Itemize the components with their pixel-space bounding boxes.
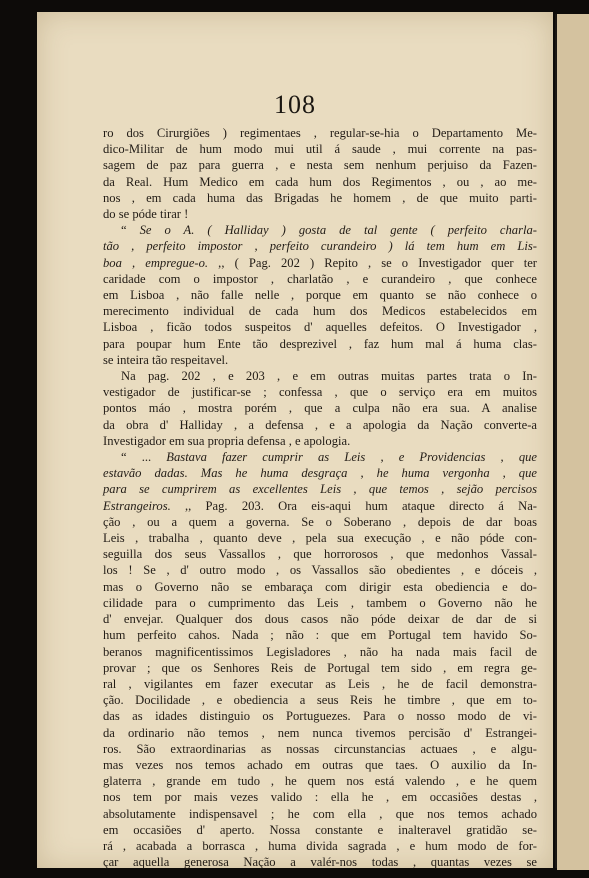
italic-quote-segment: Estrangeiros. — [103, 498, 185, 513]
text-segment: dico-Militar de hum modo mui util á saude , mui corrente na pas- — [103, 142, 537, 157]
text-segment: hum perfeito cahos. Nada ; não : que em Portugal tem havido So- — [103, 628, 537, 643]
text-line — [103, 773, 537, 789]
text-segment: ,, ( Pag. 202 ) Repito , se o Investigador quer ter — [218, 255, 538, 270]
text-line — [103, 676, 537, 692]
text-segment: Lisboa , ficão todos suspeitos d' aquelles defeitos. O Investigador , — [103, 320, 537, 335]
text-segment: merecimento individual de cada hum dos Medicos estabelecidos em — [103, 304, 537, 319]
text-line — [103, 692, 537, 708]
text-line — [103, 449, 537, 465]
text-line — [103, 546, 537, 562]
text-segment: nos , em cada huma das Brigadas he homem , de que muito parti- — [103, 190, 537, 205]
text-segment: pontos máo , mostra porém , que a culpa não era sua. A analise — [103, 401, 537, 416]
text-segment: para poupar hum Ente tão desprezivel , faz hum mal á huma clas- — [103, 336, 537, 351]
text-segment: vestigador de justificar-se ; confessa , que o serviço era em muitos — [103, 385, 537, 400]
text-segment: “ ... — [121, 450, 167, 465]
text-line — [103, 222, 537, 238]
text-segment: ros. São extraordinarias as nossas circunstancias actuaes , e algu- — [103, 741, 537, 756]
text-line — [103, 562, 537, 578]
text-segment: Na pag. 202 , e 203 , e em outras muitas partes trata o In- — [121, 369, 537, 384]
text-segment: absolutamente indispensavel ; he com ella , que nos temos achado — [103, 806, 537, 821]
text-segment: se inteira tão respeitavel. — [103, 352, 229, 367]
text-line — [103, 336, 537, 352]
text-segment: ção. Docilidade , e obediencia a seus Reis he timbre , que em to- — [103, 693, 537, 708]
text-segment: ,, Pag. 203. Ora eis-aqui hum ataque directo á Na- — [185, 498, 537, 513]
italic-quote-segment: tão , perfeito impostor , perfeito curandeiro ) lá tem hum em Lis- — [103, 239, 537, 254]
text-segment: mas vezes nos temos achado em outras que taes. O auxilio da In- — [103, 757, 537, 772]
text-line — [103, 287, 537, 303]
text-line — [103, 644, 537, 660]
text-segment: das as idades distinguio os Portuguezes. Para o nosso modo de vi- — [103, 709, 537, 724]
text-segment: d' envejar. Qualquer dos dous casos não póde deixar de dar de si — [103, 612, 537, 627]
text-segment: da Real. Hum Medico em cada hum dos Regimentos , ou , ao me- — [103, 174, 537, 189]
text-line — [103, 352, 537, 368]
text-segment: çar aquella generosa Nação a valér-nos todas , quantas vezes se — [103, 855, 537, 870]
text-segment: cilidade para o cumprimento das Leis , tambem o Governo não he — [103, 595, 537, 610]
text-line — [103, 822, 537, 838]
text-line — [103, 384, 537, 400]
next-page-edge — [555, 14, 589, 870]
text-line — [103, 806, 537, 822]
italic-quote-segment: Bastava fazer cumprir as Leis , e Providencias , que — [166, 450, 537, 465]
text-segment: ção , ou a quem a governa. Se o Soberano , depois de dar boas — [103, 514, 537, 529]
text-line — [103, 757, 537, 773]
text-line — [103, 400, 537, 416]
text-segment: do se póde tirar ! — [103, 207, 189, 222]
text-segment: ro dos Cirurgiões ) regimentaes , regular-se-hia o Departamento Me- — [103, 126, 537, 140]
italic-quote-segment: boa , empregue-o. — [103, 255, 219, 270]
text-line — [103, 465, 537, 481]
text-line — [103, 660, 537, 676]
text-line — [103, 498, 537, 514]
text-line — [103, 174, 537, 190]
text-segment: nos tem por mais vezes valido : ella he , em occasiões destas , — [103, 790, 537, 805]
text-line — [103, 206, 537, 222]
text-line — [103, 789, 537, 805]
body-text — [103, 125, 537, 870]
italic-quote-segment: estavão dadas. Mas he huma desgraça , he huma vergonha , que — [103, 466, 537, 481]
text-line — [103, 595, 537, 611]
text-line — [103, 838, 537, 854]
text-line — [103, 481, 537, 497]
text-line — [103, 303, 537, 319]
text-segment: sagem de paz para guerra , e nesta sem nenhum perjuiso da Fazen- — [103, 158, 537, 173]
text-line — [103, 190, 537, 206]
text-segment: glaterra , grande em tudo , he quem nos está valendo , e he quem — [103, 774, 537, 789]
text-segment: provar ; que os Senhores Reis de Portugal tem sido , em regra ge- — [103, 660, 537, 675]
text-segment: em occasiões d' aperto. Nossa constante e inalteravel gratidão se- — [103, 822, 537, 837]
text-line — [103, 514, 537, 530]
text-line — [103, 125, 537, 141]
text-line — [103, 627, 537, 643]
text-line — [103, 854, 537, 870]
text-line — [103, 238, 537, 254]
text-line — [103, 611, 537, 627]
text-segment: da obra d' Halliday , a defensa , e a apologia da Nação converte-a — [103, 417, 537, 432]
text-segment: Investigador em sua propria defensa , e apologia. — [103, 433, 351, 448]
text-line — [103, 255, 537, 271]
text-segment: los ! Se , d' outro modo , os Vassallos são obedientes , e dóceis , — [103, 563, 537, 578]
text-line — [103, 368, 537, 384]
text-line — [103, 725, 537, 741]
italic-quote-segment: para se cumprirem as excellentes Leis , que temos , sejão percisos — [103, 482, 537, 497]
text-segment: seguilla dos seus Vassallos , que horrorosos , que medonhos Vassal- — [103, 547, 537, 562]
text-line — [103, 319, 537, 335]
text-line — [103, 141, 537, 157]
text-line — [103, 530, 537, 546]
text-segment: da ordinario não temos , nem nunca tivemos percisão d' Estrangei- — [103, 725, 537, 740]
text-line — [103, 741, 537, 757]
text-segment: beranos magnificentissimos Legisladores , não ha nada mais facil de — [103, 644, 537, 659]
text-segment: rá , acabada a borrasca , huma divida sagrada , e hum modo de for- — [103, 838, 537, 853]
text-line — [103, 579, 537, 595]
text-segment: “ — [121, 223, 140, 238]
text-segment: em Lisboa , não falle nelle , porque em quanto se não conhece o — [103, 288, 537, 303]
italic-quote-segment: Se o A. ( Halliday ) gosta de tal gente ( perfeito charla- — [139, 223, 537, 238]
text-line — [103, 708, 537, 724]
text-line — [103, 157, 537, 173]
text-segment: caridade com o impostor , charlatão , e curandeiro , que conhece — [103, 271, 537, 286]
page-number: 108 — [274, 90, 316, 119]
text-line — [103, 271, 537, 287]
text-segment: ral , vigilantes em fazer executar as Leis , he de facil demonstra- — [103, 676, 537, 691]
text-segment: Leis , trabalha , quanto deve , pela sua execução , e não póde con- — [103, 531, 537, 546]
text-line — [103, 417, 537, 433]
text-line — [103, 433, 537, 449]
text-segment: mas o Governo não se embaraça com dirigir esta obediencia e do- — [103, 579, 537, 594]
